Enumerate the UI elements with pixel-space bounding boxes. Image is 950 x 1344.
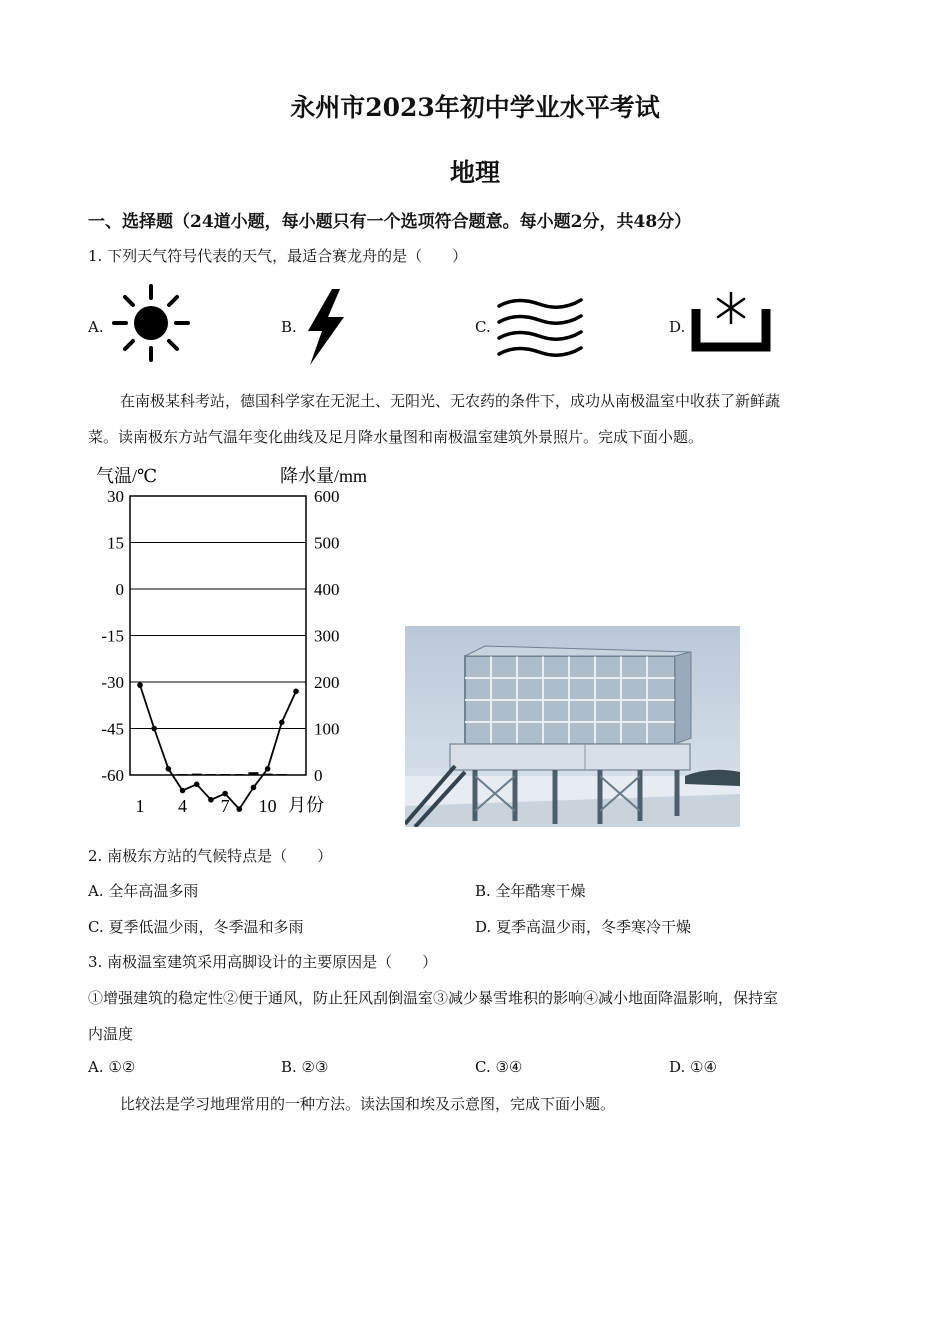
antarctic-greenhouse-photo: [405, 626, 740, 827]
question-1: 1. 下列天气符号代表的天气，最适合赛龙舟的是（ ）: [88, 247, 468, 265]
temperature-point: [236, 806, 242, 812]
left-tick-label: 15: [107, 533, 124, 553]
sun-icon: [110, 283, 192, 363]
haze-icon: [495, 294, 587, 366]
q1-option-a-label: A.: [88, 318, 104, 336]
exam-title: 永州市2023年初中学业水平考试: [290, 93, 660, 122]
snow-on-ground-icon: [690, 287, 774, 355]
passage-2: 比较法是学习地理常用的一种方法。读法国和埃及示意图，完成下面小题。: [120, 1095, 616, 1113]
precipitation-bar: [234, 774, 244, 775]
x-axis-label: 月份: [288, 795, 324, 815]
right-axis-label: 降水量/mm: [280, 466, 368, 486]
temperature-point: [265, 766, 271, 772]
temperature-point: [208, 797, 214, 803]
left-tick-label: -30: [101, 673, 124, 692]
left-tick-label: 30: [107, 487, 124, 506]
right-tick-label: 200: [314, 673, 340, 692]
q2-option-a: A. 全年高温多雨: [88, 882, 199, 900]
left-tick-label: 0: [115, 580, 124, 599]
q1-option-b-label: B.: [281, 318, 297, 336]
right-tick-label: 100: [314, 719, 340, 739]
temperature-point: [194, 782, 200, 788]
q3-option-b: B. ②③: [281, 1058, 329, 1076]
precipitation-bar: [277, 774, 287, 775]
right-tick-label: 0: [314, 766, 323, 785]
q1-option-d-label: D.: [669, 318, 686, 336]
precipitation-bar: [178, 774, 188, 775]
q2-option-d: D. 夏季高温少雨，冬季寒冷干燥: [475, 918, 692, 936]
subject-title: 地理: [449, 158, 500, 187]
temperature-point: [166, 766, 172, 772]
left-tick-label: -60: [101, 766, 124, 785]
left-tick-label: -15: [101, 626, 124, 646]
precipitation-bar: [206, 774, 216, 775]
right-tick-label: 600: [314, 487, 340, 506]
temperature-point: [293, 689, 299, 695]
q1-option-c-label: C.: [475, 318, 491, 336]
right-tick-label: 400: [314, 580, 340, 599]
question-2: 2. 南极东方站的气候特点是（ ）: [88, 847, 333, 865]
passage-1: [88, 383, 858, 455]
right-tick-label: 300: [314, 626, 340, 646]
climate-chart: [88, 460, 388, 825]
lightning-icon: [302, 287, 348, 367]
temperature-line: [140, 685, 296, 809]
temperature-point: [137, 682, 143, 688]
x-tick-label: 10: [258, 796, 277, 816]
x-tick-label: 1: [135, 796, 145, 816]
section-heading: 一、选择题（24道小题，每小题只有一个选项符合题意。每小题2分，共48分）: [88, 212, 692, 232]
question-3: 3. 南极温室建筑采用高脚设计的主要原因是（ ）: [88, 953, 438, 971]
temperature-point: [180, 788, 186, 794]
precipitation-bar: [192, 774, 202, 775]
question-3-stem-line-1: ①增强建筑的稳定性②便于通风，防止狂风刮倒温室③减少暴雪堆积的影响④减小地面降温影响，保持室: [88, 989, 779, 1007]
q2-option-c: C. 夏季低温少雨，冬季温和多雨: [88, 918, 304, 936]
q3-option-c: C. ③④: [475, 1058, 523, 1076]
passage-1-line-1: 在南极某科考站，德国科学家在无泥土、无阳光、无农药的条件下，成功从南极温室中收获了新鲜蔬: [120, 392, 781, 410]
left-tick-label: -45: [101, 719, 124, 739]
right-tick-label: 500: [314, 533, 340, 553]
x-tick-label: 7: [220, 796, 230, 816]
passage-1-line-2: 菜。读南极东方站气温年变化曲线及足月降水量图和南极温室建筑外景照片。完成下面小题。: [88, 428, 704, 446]
precipitation-bar: [248, 772, 258, 775]
temperature-point: [151, 726, 157, 732]
left-axis-label: 气温/℃: [96, 466, 158, 486]
x-tick-label: 4: [178, 796, 188, 816]
temperature-point: [251, 785, 257, 791]
q3-option-d: D. ①④: [669, 1058, 717, 1076]
temperature-point: [279, 720, 285, 726]
q2-option-b: B. 全年酷寒干燥: [475, 882, 586, 900]
precipitation-bar: [220, 774, 230, 775]
question-3-stem-line-2: 内温度: [88, 1025, 134, 1043]
q3-option-a: A. ①②: [88, 1058, 136, 1076]
